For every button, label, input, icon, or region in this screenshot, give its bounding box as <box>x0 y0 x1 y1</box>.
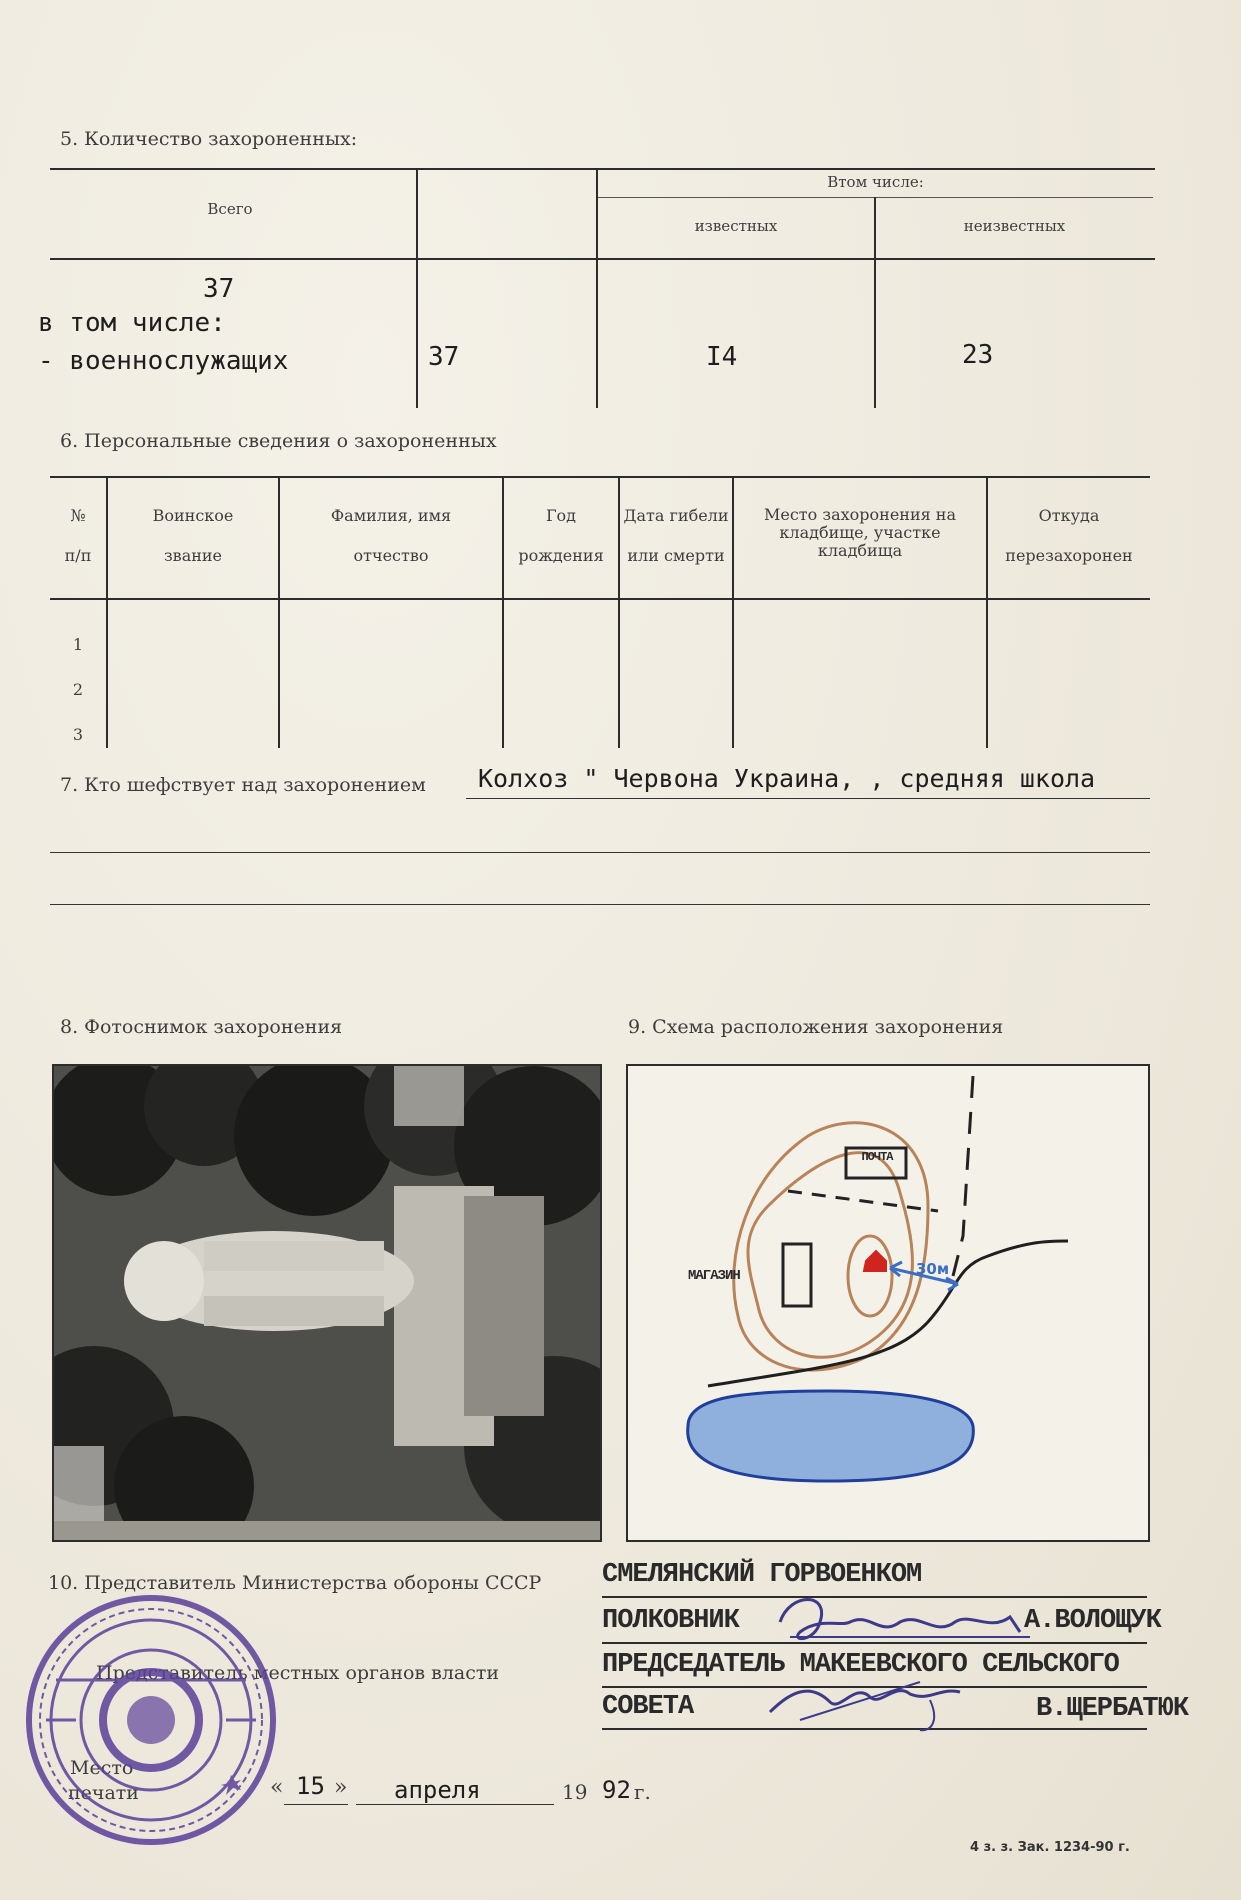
military-label: - военнослужащих <box>38 346 289 376</box>
table5-header-total: Всего <box>207 200 253 218</box>
table6-header-burial-place: Место захоронения на кладбище, участке кладбища <box>763 505 957 560</box>
table6-header-name: Фамилия, имя отчество <box>330 506 452 565</box>
date-month: апреля <box>394 1776 481 1804</box>
blank-line <box>50 852 1150 853</box>
date-day: 15 <box>296 1772 325 1800</box>
signatures <box>760 1582 1060 1742</box>
table5-header-including: Втом числе: <box>827 173 924 191</box>
patron-value: Колхоз " Червона Украина, , средняя школа <box>478 764 1096 793</box>
mod-rank-stamp: ПОЛКОВНИК <box>602 1606 739 1636</box>
section5-title: 5. Количество захороненных: <box>60 128 358 150</box>
table5-header-bottom <box>50 258 1155 260</box>
table6-col-divider <box>732 476 734 748</box>
table-row: 1 <box>72 635 84 654</box>
blank-line <box>50 904 1150 905</box>
total-count: 37 <box>203 274 235 304</box>
date-quote: » <box>334 1775 348 1800</box>
local-office-stamp: ПРЕДСЕДАТЕЛЬ МАКЕЕВСКОГО СЕЛЬСКОГО <box>602 1650 1119 1680</box>
table6-header-rank: Воинское звание <box>152 506 234 565</box>
section8-title: 8. Фотоснимок захоронения <box>60 1016 343 1038</box>
section7-label: 7. Кто шефствует над захоронением <box>60 774 426 796</box>
date-year-unit: г. <box>634 1780 651 1804</box>
seal-stamp-label: печати <box>68 1782 139 1804</box>
table5-col-divider <box>596 168 598 408</box>
mod-representative-label: 10. Представитель Министерства обороны СССР <box>48 1572 542 1594</box>
date-year-suffix: 92 <box>602 1776 631 1804</box>
table-row: 3 <box>72 725 84 744</box>
date-day-underline <box>284 1804 348 1805</box>
table5-top-border <box>50 168 1155 170</box>
table5-header-known: известных <box>694 217 778 235</box>
mod-office-stamp: СМЕЛЯНСКИЙ ГОРВОЕНКОМ <box>602 1560 922 1590</box>
section6-title: 6. Персональные сведения о захороненных <box>60 430 497 452</box>
local-representative-label: Представитель местных органов власти <box>96 1662 500 1684</box>
print-code: 4 з. з. Зак. 1234-90 г. <box>970 1840 1130 1855</box>
mod-name-stamp: А.ВОЛОЩУК <box>1024 1606 1161 1636</box>
post-office-label: ПОЧТА <box>861 1150 893 1164</box>
table6-row-numbers <box>50 622 106 757</box>
memorial-photo <box>54 1066 600 1540</box>
seal-place-label: Место <box>70 1757 134 1779</box>
local-council-stamp: СОВЕТА <box>602 1692 694 1722</box>
table-row: 2 <box>72 680 84 699</box>
date-quote: « <box>270 1775 284 1800</box>
section9-title: 9. Схема расположения захоронения <box>628 1016 1004 1038</box>
table6-header-death-date: Дата гибели или смерти <box>623 506 729 565</box>
date-year-prefix: 19 <box>562 1780 588 1804</box>
local-name-stamp: В.ЩЕРБАТЮК <box>1036 1694 1189 1724</box>
unknown-count: 23 <box>962 340 994 370</box>
distance-label: 30м <box>916 1260 950 1278</box>
table6-header-birth-year: Год рождения <box>518 506 604 565</box>
date-month-underline <box>356 1804 554 1805</box>
military-total: 37 <box>428 342 460 372</box>
table6-header-reburied-from: Откуда перезахоронен <box>1005 506 1133 565</box>
table5-col-divider <box>416 168 418 408</box>
table5-header-unknown: неизвестных <box>963 217 1066 235</box>
location-scheme <box>626 1064 1150 1542</box>
scheme-drawing <box>628 1066 1148 1540</box>
official-seal <box>16 1590 286 1850</box>
shop-label: МАГАЗИН <box>688 1268 740 1284</box>
photo-frame <box>52 1064 602 1542</box>
table6-top-border <box>50 476 1150 478</box>
including-label: в том числе: <box>38 308 226 338</box>
table6-header-bottom <box>50 598 1150 600</box>
patron-underline <box>466 798 1150 799</box>
known-count: I4 <box>706 342 738 372</box>
table6-header-number: № п/п <box>64 506 92 565</box>
